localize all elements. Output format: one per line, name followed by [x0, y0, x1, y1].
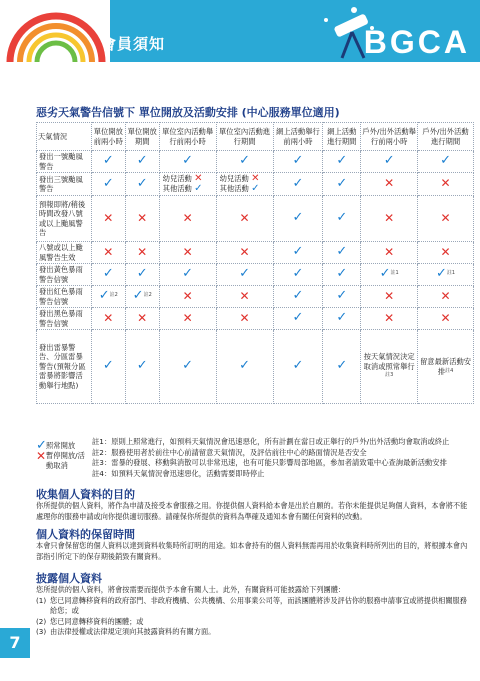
other-activity-label: 其他活動 [219, 184, 249, 193]
cross-icon: ✕ [384, 288, 395, 303]
table-row [37, 151, 474, 173]
table-cell [418, 308, 474, 330]
note-reference: 註2 [143, 292, 152, 299]
list-item: (1) 您已同意轉移資料的政府部門、非政府機構、公共機構、公用事業公司等，而該團體將涉及評估你的服務申請事宜或將提供相關服務給您；或 [36, 595, 467, 616]
table-cell [125, 264, 159, 286]
legend-closed-label: 暫停開放/活動取消 [46, 451, 85, 470]
table-header-cell: 天氣情況 [37, 123, 92, 151]
tick-icon: ✓ [336, 210, 348, 226]
table-header-cell: 單位室內活動舉行前兩小時 [159, 123, 216, 151]
table-cell [361, 264, 418, 286]
table-cell [125, 286, 159, 308]
note-reference: 註4 [445, 367, 454, 374]
tick-icon: ✓ [136, 153, 148, 169]
other-activity-label: 其他活動 [162, 184, 192, 193]
cross-icon: ✕ [384, 244, 395, 259]
cross-icon: ✕ [239, 310, 250, 325]
tick-icon: ✓ [292, 358, 304, 374]
tick-icon: ✓ [136, 358, 148, 374]
table-cell [323, 173, 361, 196]
table-cell [91, 242, 125, 264]
tick-icon: ✓ [336, 175, 348, 191]
other-activity-line [161, 184, 215, 194]
table-header-row [37, 123, 474, 151]
table-cell [159, 308, 216, 330]
tick-icon: ✓ [102, 153, 114, 169]
tick-icon: ✓ [383, 153, 395, 169]
cross-icon: ✕ [103, 310, 114, 325]
rainbow-icon [4, 0, 108, 62]
tick-icon: ✓ [336, 288, 348, 304]
table-cell [125, 196, 159, 242]
table-cell [159, 173, 216, 196]
table-cell [323, 308, 361, 330]
table-cell [125, 151, 159, 173]
page-number: 7 [0, 628, 30, 658]
table-cell [418, 173, 474, 196]
table-cell [216, 173, 273, 196]
other-activity-line [218, 184, 272, 194]
cross-icon: ✕ [440, 244, 451, 259]
table-cell [159, 264, 216, 286]
tick-icon: ✓ [251, 183, 260, 194]
cross-icon: ✕ [384, 310, 395, 325]
table-row [37, 173, 474, 196]
table-cell [91, 308, 125, 330]
tick-icon: ✓ [292, 175, 304, 191]
tick-icon: ✓ [292, 153, 304, 169]
table-cell [323, 330, 361, 404]
tick-icon: ✓ [136, 266, 148, 282]
tick-icon: ✓ [194, 183, 203, 194]
child-activity-line [161, 174, 215, 184]
table-header-cell: 單位開放前兩小時 [91, 123, 125, 151]
cross-icon: ✕ [137, 244, 148, 259]
tick-icon: ✓ [440, 153, 451, 169]
table-cell [216, 330, 273, 404]
tick-icon: ✓ [379, 266, 391, 282]
tick-icon: ✓ [292, 310, 304, 326]
table-row [37, 330, 474, 404]
table-cell [418, 151, 474, 173]
header-title: 會員須知 [101, 35, 166, 53]
cross-icon: ✕ [137, 310, 148, 325]
table-row [37, 196, 474, 242]
tick-icon: ✓ [336, 244, 348, 260]
note-reference: 註2 [109, 292, 118, 299]
tick-icon: ✓ [239, 358, 251, 374]
table-cell [91, 286, 125, 308]
table-cell [273, 242, 323, 264]
table-cell [273, 286, 323, 308]
tick-icon: ✓ [435, 266, 447, 282]
cross-icon: ✕ [182, 210, 193, 225]
table-cell [361, 242, 418, 264]
child-activity-label: 幼兒活動 [219, 174, 249, 183]
table-cell [125, 308, 159, 330]
tick-icon: ✓ [102, 266, 114, 282]
page-header [0, 0, 480, 62]
collect-body: 你所提供的個人資料，將作為申請及接受本會服務之用。你提供個人資料給本會是出於自願的。若你未能提供足夠個人資料，本會將不能處理你的服務申請或向你提供適切服務。請確保你所提供的資料為準確及通知本會有關任何資料的改動。 [36, 501, 468, 521]
cross-icon: ✕ [239, 210, 250, 225]
note-reference: 註3 [385, 372, 394, 379]
tick-icon: ✓ [292, 244, 304, 260]
cross-icon: ✕ [440, 310, 451, 325]
tick-icon: ✓ [292, 288, 304, 304]
table-cell [418, 286, 474, 308]
table-row [37, 264, 474, 286]
table-cell [91, 264, 125, 286]
weather-arrangement-heading: 惡劣天氣警告信號下 單位開放及活動安排 (中心服務單位適用) [36, 106, 340, 119]
table-cell [273, 151, 323, 173]
table-cell [125, 242, 159, 264]
cross-icon: ✕ [251, 173, 260, 184]
table-cell [418, 330, 474, 404]
tick-icon: ✓ [182, 153, 194, 169]
tick-icon: ✓ [292, 210, 304, 226]
cross-icon: ✕ [384, 176, 395, 191]
tick-icon: ✓ [239, 266, 251, 282]
note-3: 註3：雷暴的發展、移動與消散可以非常迅速，也有可能只影響局部地區，參加者請致電中心查詢最新活動安排 [92, 458, 447, 468]
table-cell [159, 242, 216, 264]
note-reference: 註1 [390, 270, 399, 277]
table-cell [273, 330, 323, 404]
disclosure-heading: 披露個人資料 [36, 572, 102, 585]
table-cell [273, 173, 323, 196]
table-cell [361, 151, 418, 173]
table-header-cell: 網上活動舉行前兩小時 [273, 123, 323, 151]
table-cell [91, 151, 125, 173]
note-4: 註4：如預料天氣情況會迅速惡化，活動需要即時停止 [92, 468, 265, 478]
table-cell [216, 196, 273, 242]
tick-icon: ✓ [336, 266, 348, 282]
list-item: (3) 由法律授權或法律規定須向其披露資料的有關方面。 [36, 627, 216, 637]
note-reference: 註1 [446, 270, 456, 277]
cross-icon: ✕ [182, 288, 193, 303]
table-cell [273, 308, 323, 330]
table-cell [323, 151, 361, 173]
disclosure-list [36, 585, 474, 638]
retention-heading: 個人資料的保留時間 [36, 528, 135, 541]
table-row [37, 242, 474, 264]
table-header-cell: 單位室內活動進行期間 [216, 123, 273, 151]
table-header-cell: 網上活動進行期間 [323, 123, 361, 151]
decide-by-weather-text: 按天氣情況決定取消或照常舉行 [363, 352, 415, 371]
table-cell [361, 308, 418, 330]
table-cell [361, 286, 418, 308]
table-cell [323, 196, 361, 242]
tick-icon: ✓ [336, 358, 348, 374]
tick-icon: ✓ [102, 175, 114, 191]
cross-icon: ✕ [194, 173, 203, 184]
cross-icon: ✕ [182, 310, 193, 325]
table-cell [125, 173, 159, 196]
table-cell [323, 242, 361, 264]
table-cell [216, 151, 273, 173]
legend-closed [36, 451, 88, 471]
table-cell [216, 308, 273, 330]
tick-icon: ✓ [98, 288, 110, 304]
tick-icon: ✓ [182, 266, 194, 282]
table-cell [418, 196, 474, 242]
retention-body: 本會只會保留您的個人資料以達到資料收集時所訂明的用途。如本會持有的個人資料無需再用於收集資料時所列出的目的，將根據本會內部指引所定下的保存期後銷毀有關資料。 [36, 541, 468, 561]
tick-icon: ✓ [182, 358, 194, 374]
table-cell [216, 286, 273, 308]
tick-icon: ✓ [239, 153, 251, 169]
tick-icon: ✓ [102, 358, 114, 374]
table-cell [91, 330, 125, 404]
cross-icon: ✕ [137, 210, 148, 225]
weather-condition-label: 發出黑色暴雨警告信號 [37, 308, 92, 330]
table-cell [159, 286, 216, 308]
note-1: 註1：原則上照常進行，如預料天氣情況會迅速惡化，所有計劃在當日或正舉行的戶外/出外活動均會取消或終止 [92, 437, 450, 446]
table-cell [323, 286, 361, 308]
table-cell [323, 264, 361, 286]
table-cell [91, 173, 125, 196]
cross-icon: ✕ [440, 210, 451, 225]
cross-icon: ✕ [440, 288, 451, 303]
tick-icon: ✓ [136, 175, 148, 191]
table-header-cell: 戶外/出外活動舉行前兩小時 [361, 123, 418, 151]
weather-condition-label: 發出黃色暴雨警告信號 [37, 264, 92, 286]
tick-icon: ✓ [36, 438, 47, 453]
child-activity-line [218, 174, 272, 184]
tick-icon: ✓ [336, 310, 348, 326]
cross-icon: ✕ [103, 244, 114, 259]
weather-condition-label: 發出紅色暴雨警告信號 [37, 286, 92, 308]
list-item: (2) 您已同意轉移資料的團體；或 [36, 616, 144, 626]
cross-icon: ✕ [103, 210, 114, 225]
child-activity-label: 幼兒活動 [162, 174, 192, 183]
weather-arrangement-table [36, 122, 474, 404]
weather-condition-label: 發出一號颱風警告 [37, 151, 92, 173]
table-cell [273, 264, 323, 286]
table-row [37, 286, 474, 308]
table-header-cell: 戶外/出外活動進行期間 [418, 123, 474, 151]
collect-heading: 收集個人資料的目的 [36, 488, 135, 501]
cross-icon: ✕ [239, 288, 250, 303]
table-cell [418, 242, 474, 264]
table-cell [361, 330, 418, 404]
watch-latest-arrangement-text: 留意最新活動安排 [420, 357, 472, 376]
table-cell [159, 151, 216, 173]
note-2: 註2：服務使用者於前往中心前請留意天氣情況，及評估前往中心的路面情況是否安全 [92, 447, 367, 457]
tick-icon: ✓ [292, 266, 304, 282]
cross-icon: ✕ [36, 449, 47, 463]
legend [36, 438, 88, 471]
cross-icon: ✕ [182, 244, 193, 259]
table-cell [159, 196, 216, 242]
weather-condition-label: 發出雷暴警告、分區雷暴警告(預報分區雷暴將影響活動舉行地點) [37, 330, 92, 404]
table-cell [125, 330, 159, 404]
table-cell [216, 242, 273, 264]
brand-logo-text: BGCA [363, 24, 470, 60]
cross-icon: ✕ [384, 210, 395, 225]
tick-icon: ✓ [132, 288, 144, 304]
table-row [37, 308, 474, 330]
cross-icon: ✕ [440, 176, 451, 191]
weather-condition-label: 發出三號颱風警告 [37, 173, 92, 196]
table-cell [361, 173, 418, 196]
table-cell [418, 264, 474, 286]
disclosure-intro: 您所提供的個人資料，將會按需要而提供予本會有關人士。此外，有關資料可能披露給下列團體： [36, 585, 346, 594]
legend-open-label: 照常開放 [46, 441, 76, 450]
table-notes [92, 437, 474, 479]
table-header-cell: 單位開放期間 [125, 123, 159, 151]
cross-icon: ✕ [239, 244, 250, 259]
weather-condition-label: 預報即將/稍後時間改發八號或以上颱風警告 [37, 196, 92, 242]
table-cell [216, 264, 273, 286]
table-cell [361, 196, 418, 242]
tick-icon: ✓ [336, 153, 348, 169]
table-cell [159, 330, 216, 404]
table-cell [91, 196, 125, 242]
weather-condition-label: 八號或以上颱風警告生效 [37, 242, 92, 264]
table-cell [273, 196, 323, 242]
